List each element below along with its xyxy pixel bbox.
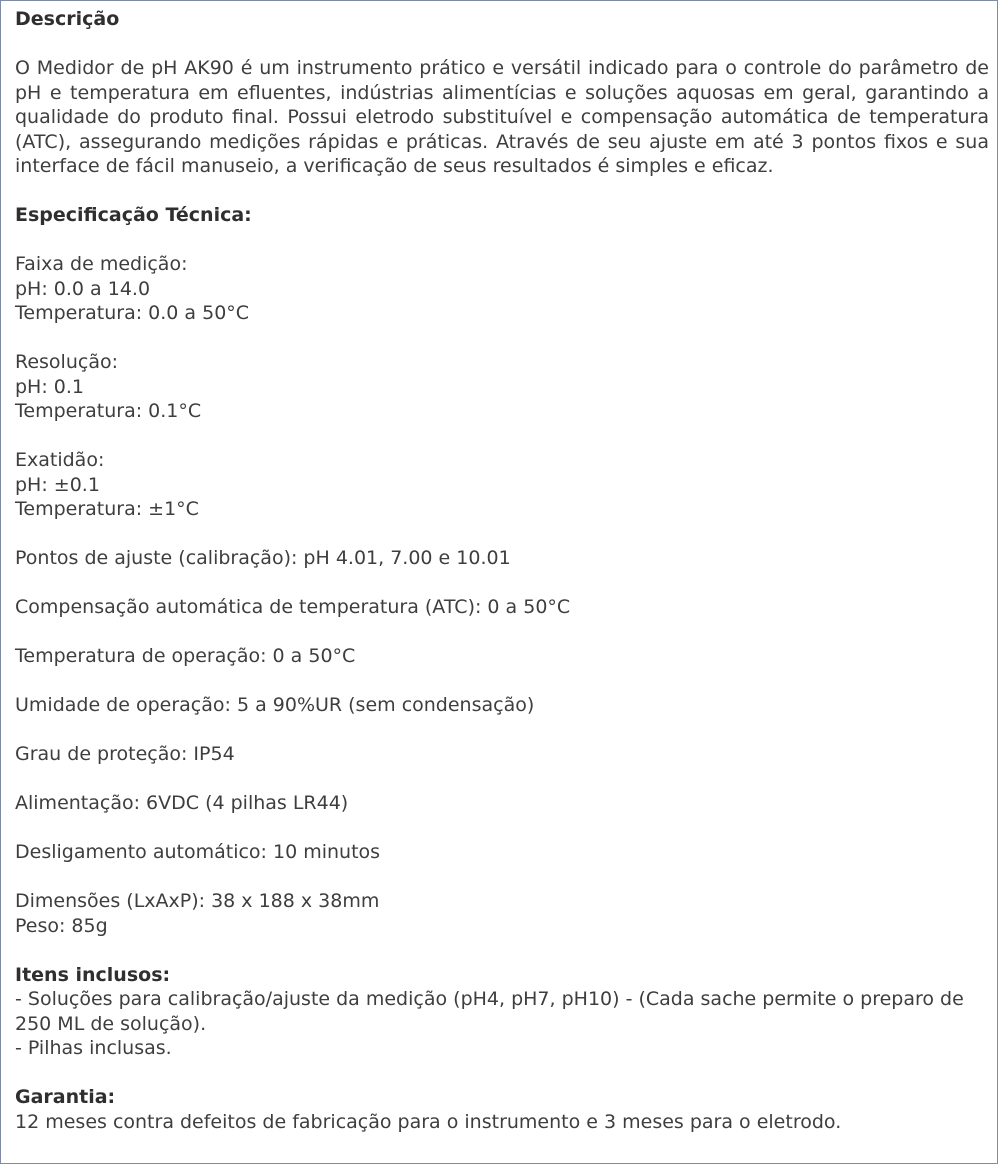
- alimentacao: Alimentação: 6VDC (4 pilhas LR44): [15, 792, 349, 814]
- exatidao-temp: Temperatura: ±1°C: [15, 498, 199, 520]
- desligamento-automatico: Desligamento automático: 10 minutos: [15, 841, 381, 863]
- garantia-heading: Garantia:: [15, 1086, 116, 1108]
- exatidao-ph: pH: ±0.1: [15, 473, 100, 496]
- item-pilhas: - Pilhas inclusas.: [15, 1037, 172, 1059]
- umidade-operacao: Umidade de operação: 5 a 90%UR (sem condensação): [15, 694, 535, 716]
- resolucao-label: Resolução:: [15, 351, 118, 373]
- faixa-ph: pH: 0.0 a 14.0: [15, 277, 151, 300]
- descricao-text: O Medidor de pH AK90 é um instrumento prático e versátil indicado para o controle do parâmetro de pH e temperatura em efluentes, indústrias alimentícias e soluções aquosas em geral, garantindo a qualidade do produto final. Possui eletrodo substituível e compensação automática de temperatura (ATC), assegurando medições rápidas e práticas. Através de seu ajuste em até 3 pontos fixos e sua interface de fácil manuseio, a verificação de seus resultados é simples e eficaz.: [15, 57, 989, 177]
- grau-protecao: Grau de proteção: IP54: [15, 743, 235, 765]
- especificacao-heading: Especificação Técnica:: [15, 204, 252, 226]
- item-solucoes: - Soluções para calibração/ajuste da medição (pH4, pH7, pH10) - (Cada sache permite o preparo de 250 ML de solução).: [15, 988, 964, 1035]
- descricao-heading: Descrição: [15, 8, 120, 30]
- faixa-temp: Temperatura: 0.0 a 50°C: [15, 302, 250, 324]
- exatidao-label: Exatidão:: [15, 449, 105, 471]
- dimensoes: Dimensões (LxAxP): 38 x 188 x 38mm: [15, 890, 380, 912]
- resolucao-temp: Temperatura: 0.1°C: [15, 400, 202, 422]
- temperatura-operacao: Temperatura de operação: 0 a 50°C: [15, 645, 356, 667]
- description-content: [15, 7, 989, 1134]
- itens-heading: Itens inclusos:: [15, 963, 171, 986]
- faixa-label: Faixa de medição:: [15, 253, 188, 275]
- atc: Compensação automática de temperatura (ATC): 0 a 50°C: [15, 596, 571, 618]
- resolucao-ph: pH: 0.1: [15, 375, 85, 398]
- pontos-ajuste: Pontos de ajuste (calibração): pH 4.01, 7.00 e 10.01: [15, 547, 511, 569]
- garantia-text: 12 meses contra defeitos de fabricação para o instrumento e 3 meses para o eletrodo.: [15, 1110, 842, 1133]
- peso: Peso: 85g: [15, 914, 108, 937]
